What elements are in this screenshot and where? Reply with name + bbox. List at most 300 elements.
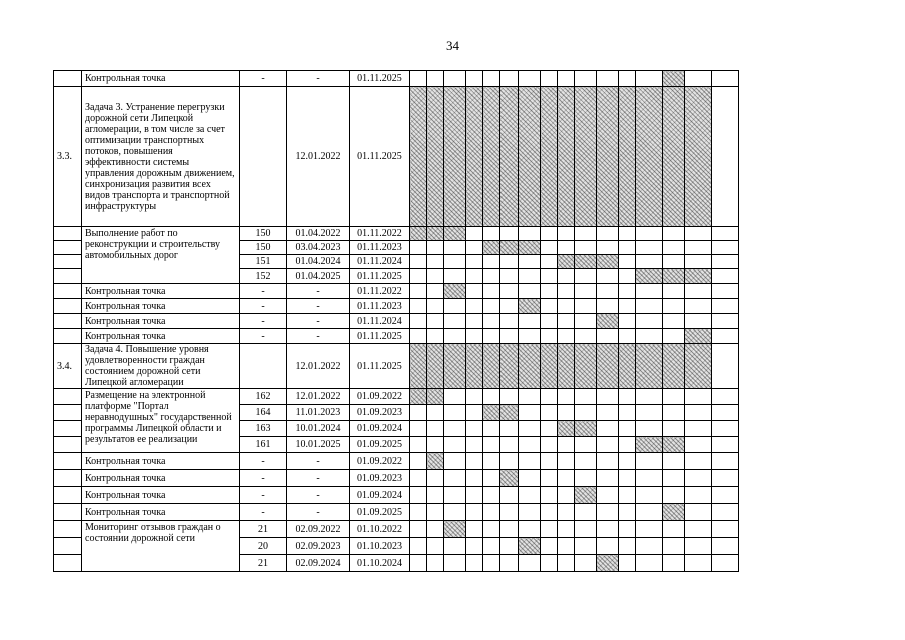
gantt-cell-filled: [597, 555, 619, 572]
gantt-cell: [427, 284, 444, 299]
gantt-cell-filled: [427, 227, 444, 241]
table-row: [54, 314, 739, 329]
gantt-cell: [597, 538, 619, 555]
gantt-cell: [500, 555, 519, 572]
gantt-cell: [427, 71, 444, 87]
gantt-cell: [558, 487, 575, 504]
gantt-cell: [712, 241, 739, 255]
gantt-cell: [663, 555, 685, 572]
end-date-cell: 01.09.2022: [350, 453, 410, 470]
gantt-cell: [636, 71, 663, 87]
gantt-cell: [575, 284, 597, 299]
gantt-cell: [500, 269, 519, 284]
gantt-cell: [519, 389, 541, 405]
gantt-cell: [410, 269, 427, 284]
gantt-cell: [663, 314, 685, 329]
indicator-cell: -: [240, 329, 287, 344]
gantt-cell: [410, 71, 427, 87]
row-number: [54, 421, 82, 437]
indicator-cell: -: [240, 487, 287, 504]
gantt-cell: [558, 470, 575, 487]
gantt-cell: [558, 227, 575, 241]
gantt-cell: [541, 269, 558, 284]
start-date-cell: 01.04.2024: [287, 255, 350, 269]
gantt-cell: [712, 87, 739, 227]
gantt-cell: [427, 504, 444, 521]
gantt-cell: [619, 314, 636, 329]
row-number: [54, 299, 82, 314]
gantt-cell: [466, 504, 483, 521]
gantt-cell: [410, 284, 427, 299]
row-number: [54, 269, 82, 284]
gantt-cell: [466, 437, 483, 453]
gantt-cell: [410, 255, 427, 269]
gantt-cell: [466, 299, 483, 314]
gantt-cell: [636, 405, 663, 421]
gantt-cell: [444, 269, 466, 284]
gantt-cell: [685, 71, 712, 87]
gantt-cell: [541, 299, 558, 314]
gantt-cell: [444, 470, 466, 487]
gantt-cell-filled: [427, 87, 444, 227]
activity-name: Контрольная точка: [82, 504, 240, 521]
gantt-cell: [712, 538, 739, 555]
gantt-cell: [712, 470, 739, 487]
gantt-cell: [685, 555, 712, 572]
gantt-cell: [685, 405, 712, 421]
row-number: [54, 314, 82, 329]
gantt-cell: [575, 389, 597, 405]
gantt-cell-filled: [444, 227, 466, 241]
gantt-cell: [427, 255, 444, 269]
end-date-cell: 01.10.2022: [350, 521, 410, 538]
gantt-cell: [575, 437, 597, 453]
gantt-cell: [483, 314, 500, 329]
gantt-cell: [663, 329, 685, 344]
gantt-cell: [619, 470, 636, 487]
gantt-cell: [712, 344, 739, 389]
gantt-cell: [619, 389, 636, 405]
gantt-cell-filled: [685, 269, 712, 284]
gantt-cell: [712, 453, 739, 470]
row-number: 3.4.: [54, 344, 82, 389]
gantt-cell: [466, 453, 483, 470]
end-date-cell: 01.09.2025: [350, 437, 410, 453]
gantt-cell: [444, 538, 466, 555]
start-date-cell: -: [287, 329, 350, 344]
gantt-cell: [597, 521, 619, 538]
gantt-cell: [558, 538, 575, 555]
gantt-cell-filled: [500, 344, 519, 389]
gantt-cell: [663, 521, 685, 538]
gantt-cell: [575, 538, 597, 555]
gantt-cell: [685, 453, 712, 470]
gantt-cell: [427, 555, 444, 572]
gantt-cell: [636, 299, 663, 314]
gantt-cell: [541, 453, 558, 470]
gantt-cell: [663, 421, 685, 437]
gantt-cell: [636, 241, 663, 255]
start-date-cell: 01.04.2022: [287, 227, 350, 241]
gantt-cell-filled: [636, 437, 663, 453]
gantt-cell: [444, 329, 466, 344]
gantt-cell: [466, 329, 483, 344]
indicator-cell: -: [240, 299, 287, 314]
table-row: [54, 470, 739, 487]
gantt-cell-filled: [466, 344, 483, 389]
gantt-cell-filled: [483, 87, 500, 227]
gantt-cell: [619, 504, 636, 521]
indicator-cell: 163: [240, 421, 287, 437]
gantt-cell: [483, 71, 500, 87]
gantt-cell: [558, 71, 575, 87]
start-date-cell: 03.04.2023: [287, 241, 350, 255]
gantt-cell: [619, 284, 636, 299]
gantt-cell-filled: [685, 344, 712, 389]
table-row: [54, 227, 739, 241]
gantt-cell: [483, 255, 500, 269]
gantt-cell: [558, 241, 575, 255]
gantt-cell: [466, 487, 483, 504]
gantt-cell: [619, 487, 636, 504]
gantt-cell: [558, 405, 575, 421]
gantt-cell-filled: [541, 344, 558, 389]
gantt-cell: [410, 241, 427, 255]
gantt-cell: [619, 241, 636, 255]
gantt-cell-filled: [444, 344, 466, 389]
start-date-cell: -: [287, 299, 350, 314]
gantt-cell: [541, 329, 558, 344]
gantt-cell: [712, 437, 739, 453]
gantt-cell: [685, 389, 712, 405]
indicator-cell: -: [240, 453, 287, 470]
gantt-cell: [712, 227, 739, 241]
gantt-cell: [541, 437, 558, 453]
gantt-cell: [466, 555, 483, 572]
gantt-cell: [558, 521, 575, 538]
gantt-cell: [663, 299, 685, 314]
gantt-cell: [466, 269, 483, 284]
gantt-cell-filled: [427, 453, 444, 470]
gantt-cell: [712, 299, 739, 314]
start-date-cell: 02.09.2024: [287, 555, 350, 572]
start-date-cell: -: [287, 470, 350, 487]
gantt-cell: [636, 421, 663, 437]
gantt-cell-filled: [663, 87, 685, 227]
gantt-cell: [685, 284, 712, 299]
activity-name: Контрольная точка: [82, 470, 240, 487]
gantt-cell: [427, 269, 444, 284]
gantt-cell: [500, 538, 519, 555]
row-number: [54, 538, 82, 555]
gantt-cell: [663, 227, 685, 241]
gantt-cell: [619, 269, 636, 284]
gantt-cell: [712, 555, 739, 572]
row-number: [54, 487, 82, 504]
gantt-cell: [712, 255, 739, 269]
gantt-cell-filled: [636, 87, 663, 227]
gantt-cell: [466, 521, 483, 538]
end-date-cell: 01.11.2023: [350, 241, 410, 255]
gantt-cell: [636, 389, 663, 405]
gantt-cell: [410, 521, 427, 538]
gantt-cell: [444, 255, 466, 269]
activity-name: Размещение на электронной платформе "Портал неравнодушных" государственной программы Липецкой области и результатов ее реализации: [82, 389, 240, 453]
gantt-cell-filled: [636, 269, 663, 284]
gantt-cell: [519, 227, 541, 241]
activity-name: Контрольная точка: [82, 329, 240, 344]
gantt-cell-filled: [519, 344, 541, 389]
gantt-cell: [444, 389, 466, 405]
indicator-cell: 150: [240, 241, 287, 255]
gantt-cell: [541, 71, 558, 87]
indicator-cell: 21: [240, 555, 287, 572]
gantt-cell: [685, 421, 712, 437]
gantt-cell: [541, 255, 558, 269]
gantt-cell: [558, 314, 575, 329]
gantt-cell: [575, 470, 597, 487]
gantt-cell: [712, 504, 739, 521]
gantt-cell: [541, 405, 558, 421]
gantt-cell-filled: [483, 405, 500, 421]
gantt-cell: [597, 453, 619, 470]
gantt-cell: [483, 453, 500, 470]
gantt-cell: [519, 487, 541, 504]
gantt-cell: [444, 314, 466, 329]
gantt-cell: [483, 284, 500, 299]
gantt-cell: [597, 470, 619, 487]
gantt-cell: [410, 405, 427, 421]
row-number: [54, 453, 82, 470]
gantt-cell-filled: [663, 71, 685, 87]
table-row: [54, 329, 739, 344]
start-date-cell: -: [287, 284, 350, 299]
gantt-cell: [541, 241, 558, 255]
gantt-cell: [483, 269, 500, 284]
end-date-cell: 01.11.2024: [350, 314, 410, 329]
table-row: [54, 521, 739, 538]
gantt-cell: [444, 241, 466, 255]
gantt-cell: [575, 241, 597, 255]
gantt-cell: [597, 504, 619, 521]
end-date-cell: 01.11.2025: [350, 269, 410, 284]
gantt-cell: [663, 389, 685, 405]
gantt-cell-filled: [597, 87, 619, 227]
gantt-cell: [444, 71, 466, 87]
gantt-cell: [483, 555, 500, 572]
gantt-cell: [410, 299, 427, 314]
gantt-cell-filled: [483, 241, 500, 255]
gantt-cell: [500, 299, 519, 314]
gantt-cell: [575, 329, 597, 344]
gantt-cell: [597, 329, 619, 344]
gantt-cell: [685, 227, 712, 241]
gantt-cell: [427, 538, 444, 555]
start-date-cell: 11.01.2023: [287, 405, 350, 421]
activity-name: Выполнение работ по реконструкции и строительству автомобильных дорог: [82, 227, 240, 284]
gantt-cell-filled: [575, 87, 597, 227]
gantt-cell: [483, 538, 500, 555]
gantt-cell: [541, 314, 558, 329]
gantt-cell: [712, 269, 739, 284]
gantt-cell: [597, 487, 619, 504]
gantt-cell: [558, 299, 575, 314]
indicator-cell: -: [240, 470, 287, 487]
gantt-cell: [636, 470, 663, 487]
start-date-cell: 12.01.2022: [287, 87, 350, 227]
gantt-cell-filled: [685, 329, 712, 344]
indicator-cell: 151: [240, 255, 287, 269]
activity-name: Мониторинг отзывов граждан о состоянии дорожной сети: [82, 521, 240, 572]
gantt-cell: [712, 389, 739, 405]
row-number: [54, 255, 82, 269]
gantt-cell: [500, 504, 519, 521]
gantt-cell: [712, 421, 739, 437]
gantt-cell-filled: [663, 504, 685, 521]
gantt-cell: [519, 470, 541, 487]
gantt-cell: [519, 504, 541, 521]
gantt-cell: [663, 470, 685, 487]
gantt-cell: [500, 284, 519, 299]
gantt-cell-filled: [558, 421, 575, 437]
gantt-cell: [619, 437, 636, 453]
row-number: [54, 284, 82, 299]
start-date-cell: -: [287, 504, 350, 521]
gantt-cell: [712, 405, 739, 421]
gantt-cell: [541, 521, 558, 538]
gantt-cell: [466, 421, 483, 437]
gantt-cell: [712, 521, 739, 538]
row-number: [54, 470, 82, 487]
gantt-cell-filled: [597, 314, 619, 329]
gantt-cell: [541, 538, 558, 555]
gantt-cell: [619, 71, 636, 87]
gantt-cell: [410, 470, 427, 487]
gantt-cell: [636, 453, 663, 470]
gantt-cell: [500, 227, 519, 241]
gantt-cell: [575, 504, 597, 521]
gantt-cell: [636, 284, 663, 299]
start-date-cell: -: [287, 487, 350, 504]
gantt-cell: [558, 504, 575, 521]
start-date-cell: 01.04.2025: [287, 269, 350, 284]
gantt-cell: [466, 389, 483, 405]
gantt-cell: [558, 453, 575, 470]
gantt-cell-filled: [519, 87, 541, 227]
gantt-cell: [483, 521, 500, 538]
gantt-cell: [597, 299, 619, 314]
gantt-cell-filled: [500, 241, 519, 255]
gantt-cell: [483, 487, 500, 504]
end-date-cell: 01.11.2025: [350, 87, 410, 227]
gantt-cell-filled: [663, 437, 685, 453]
gantt-cell: [597, 269, 619, 284]
end-date-cell: 01.11.2025: [350, 344, 410, 389]
activity-name: Контрольная точка: [82, 299, 240, 314]
gantt-cell: [466, 284, 483, 299]
gantt-cell: [712, 71, 739, 87]
gantt-cell: [410, 487, 427, 504]
schedule-table: [53, 70, 739, 572]
indicator-cell: 161: [240, 437, 287, 453]
gantt-cell: [597, 241, 619, 255]
gantt-cell: [558, 389, 575, 405]
gantt-cell: [519, 269, 541, 284]
gantt-cell: [636, 329, 663, 344]
gantt-cell: [519, 71, 541, 87]
gantt-cell: [427, 329, 444, 344]
gantt-cell-filled: [575, 421, 597, 437]
gantt-cell: [597, 227, 619, 241]
gantt-cell: [636, 521, 663, 538]
gantt-cell-filled: [558, 255, 575, 269]
end-date-cell: 01.10.2024: [350, 555, 410, 572]
gantt-cell-filled: [663, 344, 685, 389]
gantt-cell: [685, 299, 712, 314]
indicator-cell: -: [240, 504, 287, 521]
gantt-cell: [663, 284, 685, 299]
gantt-cell: [685, 241, 712, 255]
gantt-cell-filled: [619, 87, 636, 227]
gantt-cell: [575, 453, 597, 470]
gantt-cell: [636, 555, 663, 572]
row-number: [54, 521, 82, 538]
gantt-cell-filled: [444, 87, 466, 227]
gantt-cell: [685, 504, 712, 521]
gantt-cell-filled: [597, 344, 619, 389]
gantt-cell: [483, 470, 500, 487]
end-date-cell: 01.09.2022: [350, 389, 410, 405]
gantt-cell: [663, 241, 685, 255]
gantt-cell: [558, 284, 575, 299]
gantt-cell: [427, 405, 444, 421]
gantt-cell: [500, 71, 519, 87]
gantt-cell: [483, 421, 500, 437]
gantt-cell: [575, 405, 597, 421]
indicator-cell: 162: [240, 389, 287, 405]
gantt-cell: [519, 437, 541, 453]
gantt-cell: [519, 255, 541, 269]
gantt-cell: [500, 487, 519, 504]
gantt-cell: [619, 299, 636, 314]
gantt-cell: [500, 255, 519, 269]
gantt-cell: [427, 437, 444, 453]
gantt-cell: [483, 504, 500, 521]
gantt-cell: [663, 453, 685, 470]
gantt-cell: [466, 255, 483, 269]
page-number: 34: [446, 38, 459, 53]
gantt-cell: [444, 504, 466, 521]
gantt-cell: [410, 421, 427, 437]
start-date-cell: 02.09.2022: [287, 521, 350, 538]
indicator-cell: -: [240, 284, 287, 299]
gantt-cell: [500, 437, 519, 453]
gantt-cell: [597, 284, 619, 299]
gantt-cell: [685, 255, 712, 269]
indicator-cell: -: [240, 314, 287, 329]
gantt-cell: [575, 314, 597, 329]
gantt-cell: [466, 71, 483, 87]
gantt-cell: [541, 487, 558, 504]
gantt-cell: [663, 487, 685, 504]
start-date-cell: 12.01.2022: [287, 344, 350, 389]
gantt-cell: [483, 389, 500, 405]
gantt-cell: [519, 521, 541, 538]
gantt-cell: [444, 405, 466, 421]
gantt-cell: [500, 521, 519, 538]
start-date-cell: 10.01.2025: [287, 437, 350, 453]
gantt-cell: [541, 504, 558, 521]
